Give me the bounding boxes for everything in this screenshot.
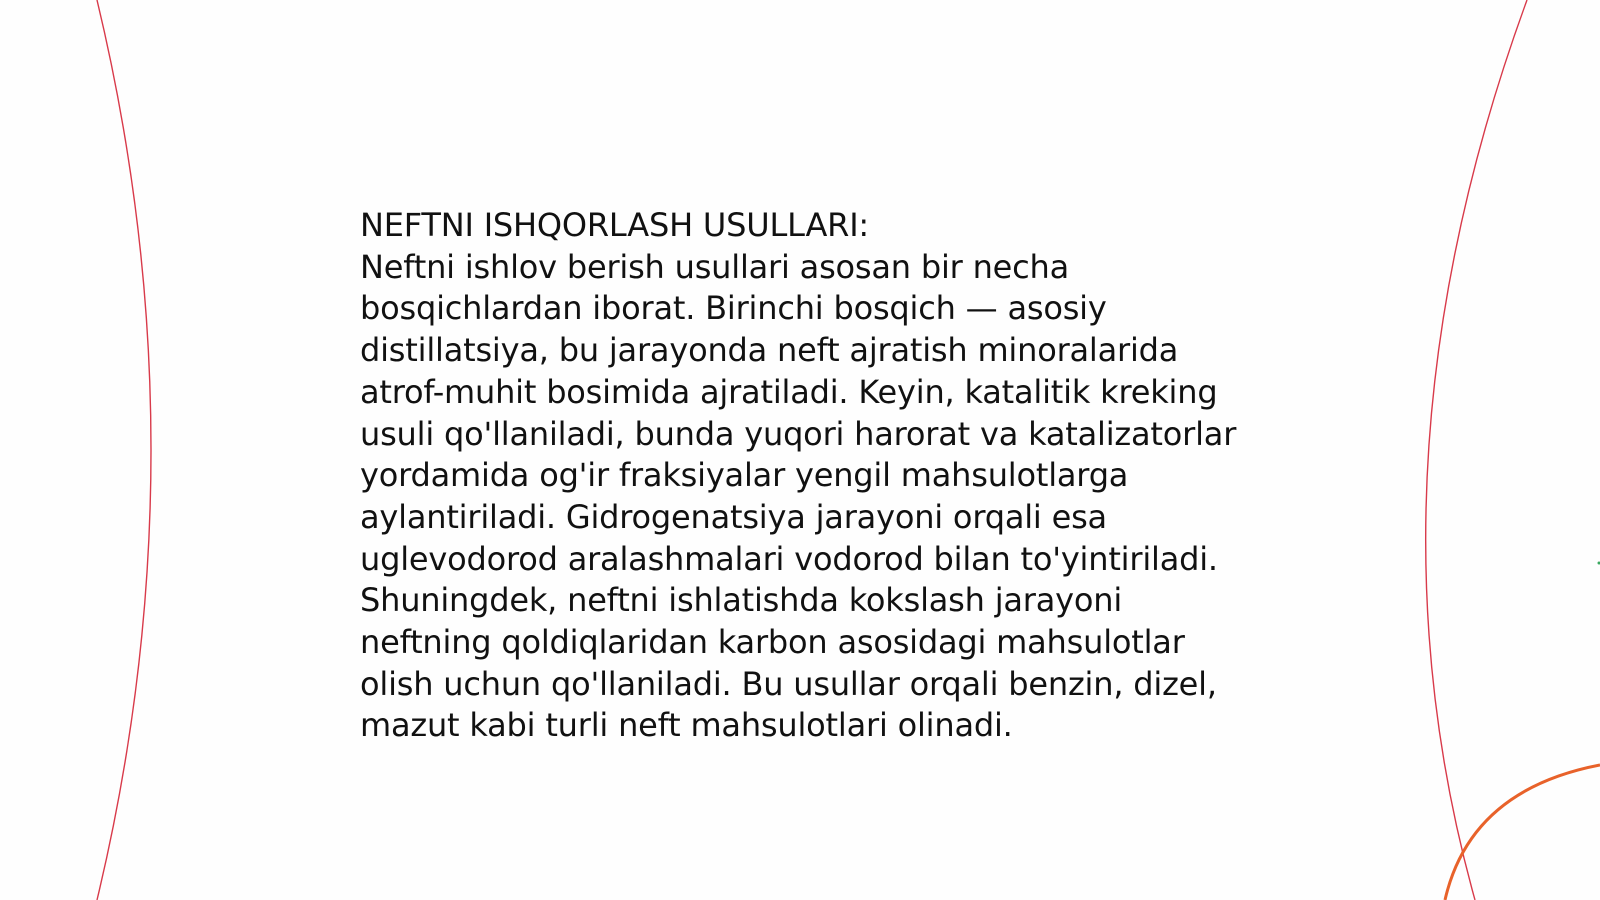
left-curve: [97, 0, 151, 900]
slide-heading: NEFTNI ISHQORLASH USULLARI:: [360, 206, 870, 244]
slide-body-text: Neftni ishlov berish usullari asosan bir necha bosqichlardan iborat. Birinchi bosqich — asosiy distillatsiya, bu jarayonda neft ajratish minoralarida atrof-muhit bosimida ajratiladi. Keyin, katalitik kreking usuli qo'llaniladi, bunda yuqori harorat va katalizatorlar yordamida og'ir fraksiyalar yengil mahsulotlarga aylantiriladi. Gidrogenatsiya jarayoni orqali esa uglevodorod aralashmalari vodorod bilan to'yintiriladi. Shuningdek, neftni ishlatishda kokslash jarayoni neftning qoldiqlaridan karbon asosidagi mahsulotlar olish uchun qo'llaniladi. Bu usullar orqali benzin, dizel, mazut kabi turli neft mahsulotlari olinadi.: [360, 247, 1237, 745]
orange-arc: [1445, 765, 1600, 900]
right-curve: [1426, 0, 1527, 900]
content-text-box: [360, 205, 1260, 747]
